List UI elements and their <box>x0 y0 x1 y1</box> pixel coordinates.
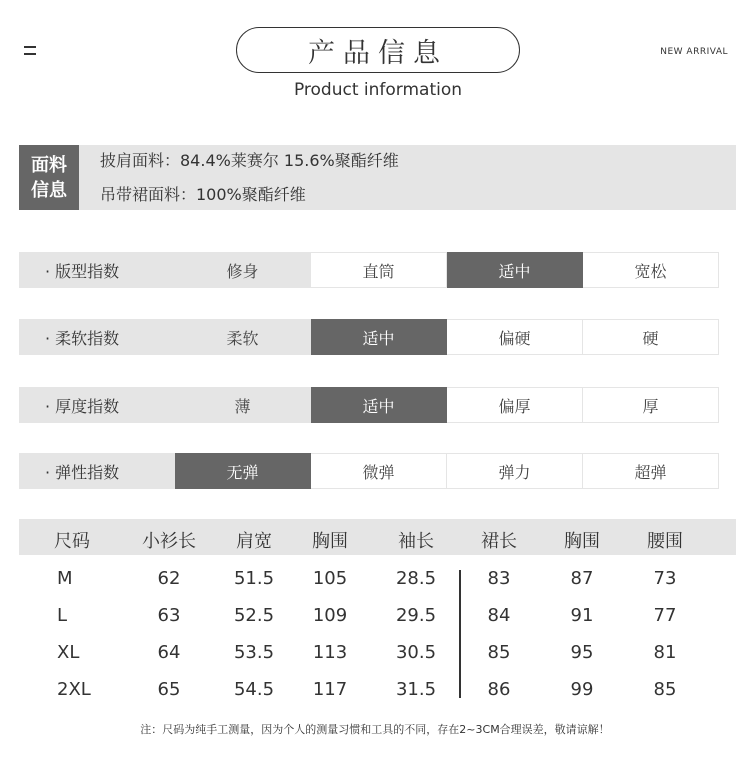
index-name: · 厚度指数 <box>19 387 175 423</box>
size-label: 2XL <box>57 679 91 700</box>
index-option: 微弹 <box>311 453 447 489</box>
size-table-cell: 31.5 <box>395 679 437 700</box>
size-table-header <box>19 519 736 555</box>
index-name: · 柔软指数 <box>19 319 175 355</box>
index-option: 薄 <box>175 387 311 423</box>
size-table-cell: 84 <box>487 605 511 626</box>
size-table-header-cell: 小衫长 <box>142 531 196 552</box>
index-option-selected: 适中 <box>447 252 583 288</box>
index-name: · 版型指数 <box>19 252 175 288</box>
size-label: M <box>57 568 73 589</box>
size-table-cell: 109 <box>312 605 348 626</box>
index-option-selected: 无弹 <box>175 453 311 489</box>
size-table-header-cell: 袖长 <box>398 531 434 552</box>
size-table-cell: 85 <box>487 642 511 663</box>
index-option: 偏硬 <box>447 319 583 355</box>
index-row <box>19 319 719 355</box>
size-table-cell: 77 <box>653 605 677 626</box>
material-line-shawl: 披肩面料：84.4%莱赛尔 15.6%聚酯纤维 <box>100 151 399 170</box>
material-line-dress: 吊带裙面料：100%聚酯纤维 <box>100 185 306 204</box>
menu-icon[interactable] <box>24 44 36 56</box>
size-table-cell: 85 <box>653 679 677 700</box>
size-table-cell: 65 <box>157 679 181 700</box>
index-option: 宽松 <box>583 252 719 288</box>
size-table-cell: 62 <box>157 568 181 589</box>
size-label: XL <box>57 642 80 663</box>
size-table-cell: 105 <box>312 568 348 589</box>
size-table-header-cell: 裙长 <box>481 531 517 552</box>
size-table-cell: 54.5 <box>233 679 275 700</box>
size-table-cell: 81 <box>653 642 677 663</box>
size-table-cell: 52.5 <box>233 605 275 626</box>
size-table-cell: 53.5 <box>233 642 275 663</box>
size-table-header-cell: 胸围 <box>564 531 600 552</box>
material-label-line1: 面料 <box>31 154 67 176</box>
index-row <box>19 453 719 489</box>
index-option: 修身 <box>175 252 311 288</box>
index-option: 偏厚 <box>447 387 583 423</box>
index-row <box>19 387 719 423</box>
size-table-cell: 63 <box>157 605 181 626</box>
index-row <box>19 252 719 288</box>
index-option-selected: 适中 <box>311 319 447 355</box>
size-table-header-cell: 腰围 <box>647 531 683 552</box>
size-table-cell: 51.5 <box>233 568 275 589</box>
new-arrival-badge: NEW ARRIVAL <box>660 47 728 57</box>
index-option-selected: 适中 <box>311 387 447 423</box>
size-table-header-cell: 尺码 <box>54 531 90 552</box>
size-table-cell: 99 <box>570 679 594 700</box>
index-option: 厚 <box>583 387 719 423</box>
table-divider <box>459 570 461 698</box>
size-table-cell: 28.5 <box>395 568 437 589</box>
size-label: L <box>57 605 68 626</box>
page-title: 产品信息 <box>236 27 520 73</box>
index-option: 柔软 <box>175 319 311 355</box>
size-table-cell: 73 <box>653 568 677 589</box>
size-table-cell: 87 <box>570 568 594 589</box>
size-table-cell: 113 <box>312 642 348 663</box>
index-option: 硬 <box>583 319 719 355</box>
measurement-note: 注：尺码为纯手工测量，因为个人的测量习惯和工具的不同，存在2~3CM合理误差，敬请谅解！ <box>140 723 610 736</box>
size-table-cell: 91 <box>570 605 594 626</box>
index-name: · 弹性指数 <box>19 453 175 489</box>
size-table-header-cell: 胸围 <box>312 531 348 552</box>
index-option: 直筒 <box>311 252 447 288</box>
index-option: 超弹 <box>583 453 719 489</box>
index-option: 弹力 <box>447 453 583 489</box>
material-label-line2: 信息 <box>31 179 67 201</box>
material-label <box>19 145 79 210</box>
size-table-cell: 29.5 <box>395 605 437 626</box>
size-table-cell: 117 <box>312 679 348 700</box>
page-subtitle: Product information <box>293 80 463 100</box>
size-table-cell: 83 <box>487 568 511 589</box>
size-table-cell: 30.5 <box>395 642 437 663</box>
size-table-cell: 64 <box>157 642 181 663</box>
size-table-cell: 86 <box>487 679 511 700</box>
size-table-header-cell: 肩宽 <box>236 531 272 552</box>
size-table-cell: 95 <box>570 642 594 663</box>
